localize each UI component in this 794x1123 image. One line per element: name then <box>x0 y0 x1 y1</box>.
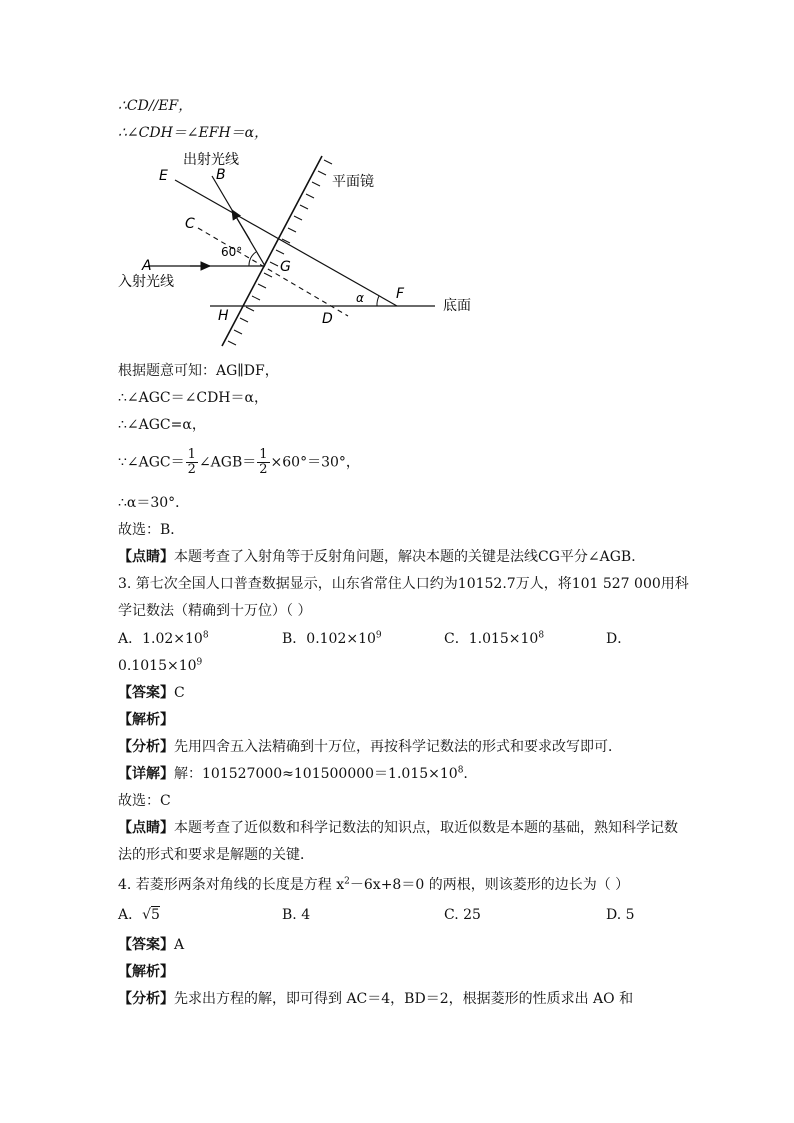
sol-line-4 <box>118 448 360 477</box>
line-cd-parallel-ef: ∴CD//EF， <box>118 98 193 114</box>
reflected-arrow <box>232 210 250 240</box>
sol-l4a: ∵∠AGC＝ <box>118 454 185 471</box>
q4-stem: 4. 若菱形两条对角线的长度是方程 $x^2-6x+8=0$ 的两根，则该菱形的边长为（ ） <box>118 876 630 893</box>
alpha-arc <box>377 296 379 306</box>
sol-line-1: 根据题意可知：AG∥DF， <box>118 363 279 379</box>
q4-answer: 【答案】A <box>118 937 185 953</box>
q3-option-d-value: $0.1015\times 10^9$ <box>118 657 203 674</box>
label-alpha: α <box>356 291 364 305</box>
angle-60-arc <box>249 252 256 266</box>
label-out-ray: 出射光线 <box>183 152 239 168</box>
normal-line <box>198 228 348 316</box>
dianjing-tag: 【点睛】 <box>118 549 174 565</box>
sol-line-7: 【点睛】本题考查了入射角等于反射角问题，解决本题的关键是法线CG平分∠AGB． <box>118 549 646 565</box>
q3-option-b: B．$0.102\times 10^9$ <box>282 630 382 647</box>
label-ground: 底面 <box>443 298 471 314</box>
q3-option-c: C．$1.015\times 10^8$ <box>444 630 545 647</box>
q3-stem-2: 学记数法（精确到十万位）（ ） <box>118 603 312 619</box>
q4-fenxi: 【分析】先求出方程的解，即可得到 AC＝4，BD＝2，根据菱形的性质求出 AO 和 <box>118 991 634 1007</box>
label-A: A <box>142 258 152 274</box>
label-B: B <box>216 167 226 183</box>
fraction-half-2: $\frac{1}{2}$ <box>259 447 268 477</box>
sol-line-3: ∴∠AGC=α， <box>118 417 206 433</box>
label-F: F <box>396 286 405 302</box>
label-60: 60° <box>221 245 243 259</box>
line-angle-equal: ∴∠CDH＝∠EFH＝α， <box>118 125 269 141</box>
q3-analysis-tag: 【解析】 <box>118 712 174 728</box>
q4-option-d: D. 5 <box>606 907 635 923</box>
label-H: H <box>218 308 229 324</box>
q3-fenxi: 【分析】先用四舍五入法精确到十万位，再按科学记数法的形式和要求改写即可． <box>118 739 622 755</box>
label-G: G <box>280 259 291 275</box>
sol-line-6: 故选：B． <box>118 522 185 538</box>
q4-analysis-tag: 【解析】 <box>118 964 174 980</box>
q4-option-c: C. 25 <box>444 907 481 923</box>
q3-option-d: D． <box>606 631 632 647</box>
q3-choose: 故选：C <box>118 793 171 809</box>
sqrt-symbol: √ <box>142 907 152 923</box>
q3-xiangjie: 【详解】解：$101527000\approx 101500000=1.015\times 10^8$. <box>118 765 468 782</box>
sol-line-5: ∴α＝30°． <box>118 495 190 511</box>
label-mirror: 平面镜 <box>332 174 374 190</box>
label-D: D <box>322 311 333 327</box>
label-C: C <box>185 216 195 232</box>
label-in-ray: 入射光线 <box>118 274 174 290</box>
mirror-hatching <box>228 160 332 345</box>
line-ef <box>175 180 397 306</box>
sol-l4c: ×60°＝30°， <box>270 454 360 471</box>
q3-answer: 【答案】C <box>118 685 185 701</box>
q3-option-a: A．$1.02\times 10^8$ <box>118 630 209 647</box>
sol-line-2: ∴∠AGC＝∠CDH＝α， <box>118 390 268 406</box>
q3-dianjing-1: 【点睛】本题考查了近似数和科学记数法的知识点，取近似数是本题的基础，熟知科学记数 <box>118 820 678 836</box>
q3-stem-1: 3. 第七次全国人口普查数据显示，山东省常住人口约为10152.7万人，将101 527 000用科 <box>118 576 689 592</box>
q4-option-a: A．√5 <box>118 907 160 923</box>
label-E: E <box>159 168 168 184</box>
q3-dianjing-2: 法的形式和要求是解题的关键． <box>118 847 314 863</box>
sol-l4b: ∠AGB＝ <box>198 454 257 471</box>
q4-option-b: B. 4 <box>282 907 311 923</box>
mirror-diagram <box>110 150 490 360</box>
fraction-half: $\frac{1}{2}$ <box>187 447 196 477</box>
